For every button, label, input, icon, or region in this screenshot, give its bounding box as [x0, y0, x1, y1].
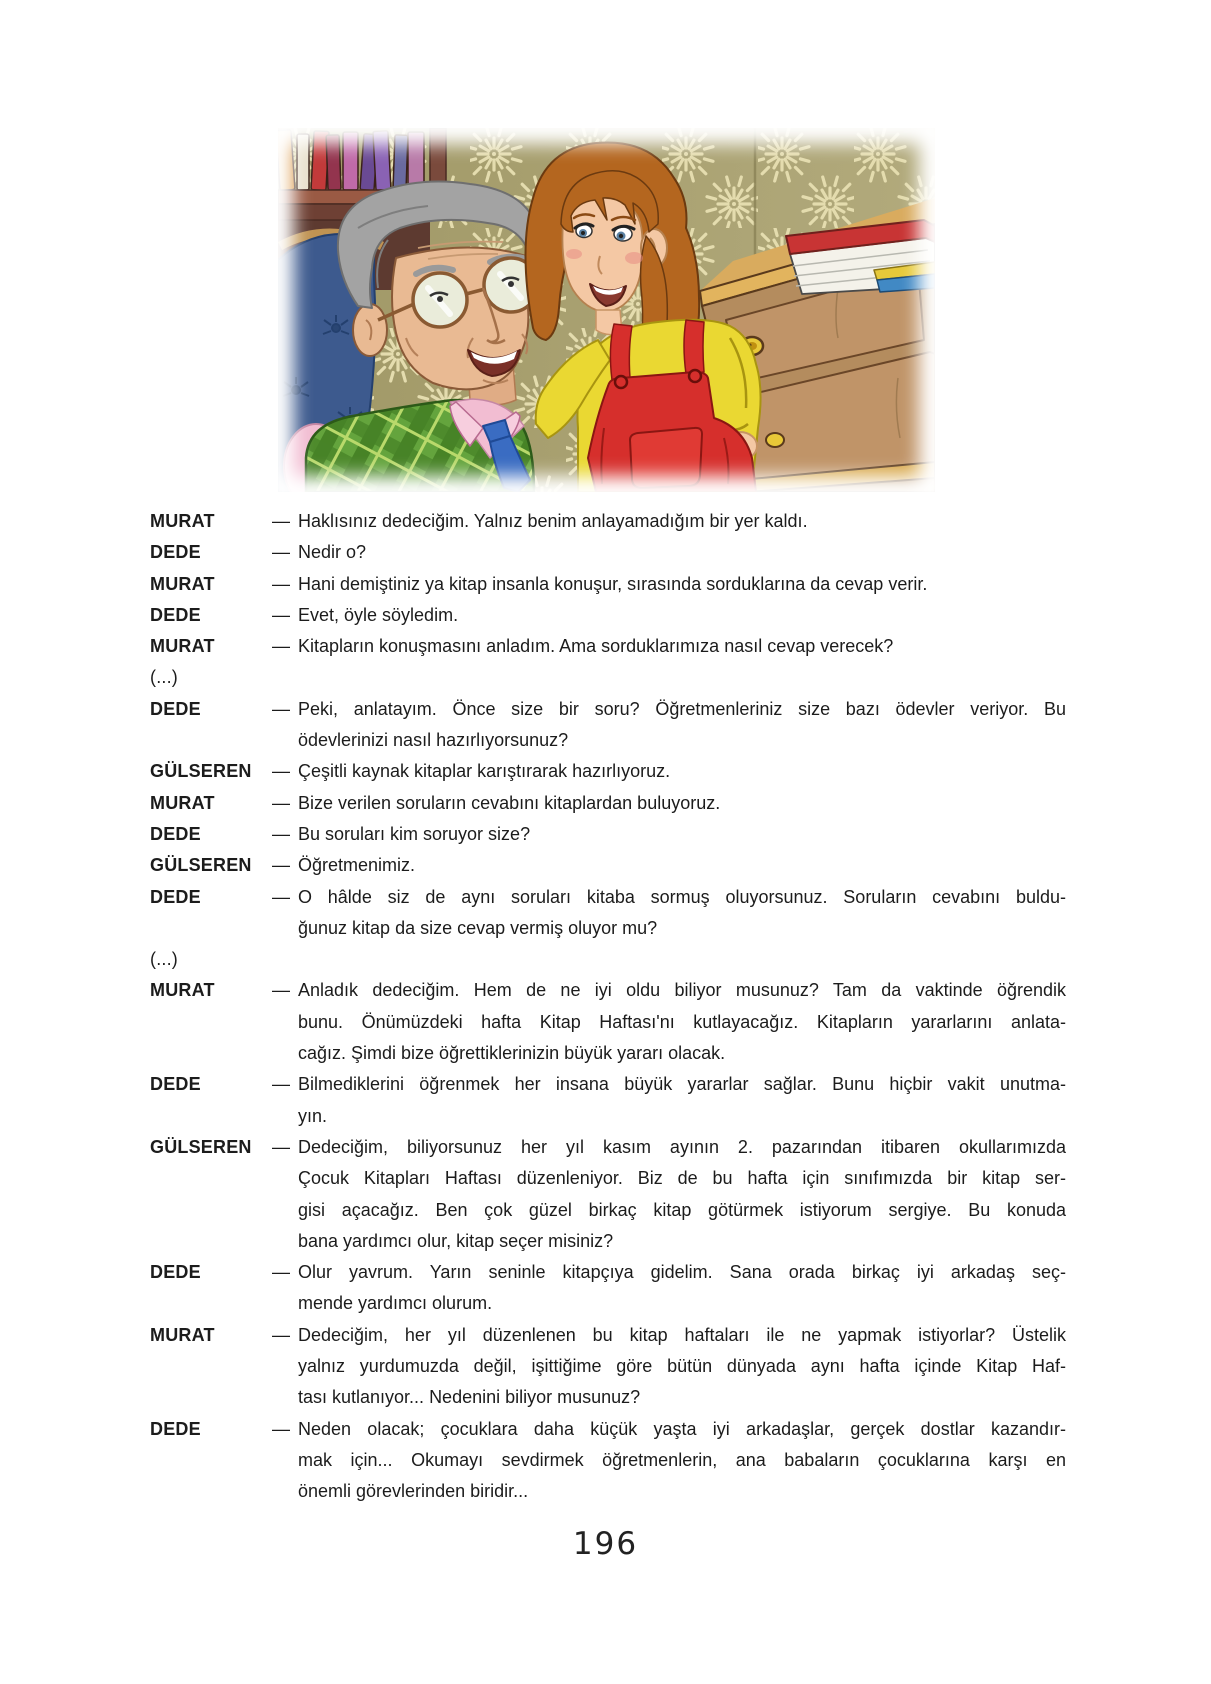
speaker-name: DEDE [150, 823, 201, 844]
dialogue-text [298, 756, 1066, 787]
dialogue-row [150, 882, 1066, 945]
dialogue-text [298, 1257, 1066, 1320]
drawer-knob-icon [766, 433, 784, 447]
speaker-name: DEDE [150, 1074, 201, 1095]
speaker-name: GÜLSEREN [150, 761, 252, 782]
dialogue-line: Neden olacak; çocuklara daha küçük yaşta iyi arkadaşlar, gerçek dostlar kazandır- [298, 1418, 1066, 1439]
illustration [278, 128, 935, 492]
dialogue-text [298, 1414, 1066, 1508]
dialogue-text [298, 944, 1066, 975]
dialogue-line: bana yardımcı olur, kitap seçer misiniz? [298, 1230, 614, 1251]
dialogue [150, 506, 1066, 1508]
speaker-name: MURAT [150, 511, 215, 531]
dialogue-row [150, 788, 1066, 819]
dialogue-text [298, 1132, 1066, 1257]
dialogue-dash: — [272, 542, 290, 563]
dialogue-dash [272, 944, 298, 975]
dialogue-text [298, 569, 1066, 600]
speaker-name: (...) [150, 949, 178, 970]
dialogue-text [298, 975, 1066, 1069]
dialogue-dash: — [272, 636, 290, 657]
dialogue-line: Anladık dedeciğim. Hem de ne iyi oldu biliyor musunuz? Tam da vaktinde öğrendik [298, 980, 1066, 1001]
dialogue-line: Nedir o? [298, 542, 367, 563]
dialogue-line: Evet, öyle söyledim. [298, 604, 459, 625]
dialogue-row [150, 1320, 1066, 1414]
dialogue-text [298, 1320, 1066, 1414]
dialogue-dash: — [272, 792, 290, 813]
speaker-name: DEDE [150, 698, 201, 719]
dialogue-dash: — [272, 1324, 290, 1345]
dialogue-row [150, 1069, 1066, 1132]
dialogue-line: Dedeciğim, her yıl düzenlenen bu kitap haftaları ile ne yapmak istiyorlar? Üstelik [298, 1324, 1066, 1345]
overalls-pocket [630, 428, 702, 488]
dialogue-text [298, 819, 1066, 850]
dialogue-row [150, 694, 1066, 757]
dialogue-line: Bu soruları kim soruyor size? [298, 823, 531, 844]
dialogue-line: ğunuz kitap da size cevap vermiş oluyor mu? [298, 917, 658, 938]
speaker-name: GÜLSEREN [150, 1136, 252, 1157]
speaker-name: DEDE [150, 1418, 201, 1439]
dialogue-line: cağız. Şimdi bize öğrettiklerinizin büyük yararı olacak. [298, 1043, 726, 1064]
dialogue-line: mak için... Okumayı sevdirmek öğretmenlerin, ana babaların çocuklarına karşı en [298, 1449, 1066, 1470]
dialogue-text [298, 537, 1066, 568]
dialogue-dash: — [272, 823, 290, 844]
dialogue-dash: — [272, 761, 290, 782]
dialogue-text [298, 850, 1066, 881]
dialogue-dash: — [272, 886, 290, 907]
dialogue-row [150, 944, 1066, 975]
dialogue-dash: — [272, 698, 290, 719]
speaker-name: MURAT [150, 573, 215, 594]
dialogue-line: ödevlerinizi nasıl hazırlıyorsunuz? [298, 730, 569, 751]
dialogue-line: Bilmediklerini öğrenmek her insana büyük yararlar sağlar. Bunu hiçbir vakit unutma- [298, 1074, 1066, 1095]
dialogue-row [150, 819, 1066, 850]
speaker-name: (...) [150, 667, 178, 688]
dialogue-text [298, 788, 1066, 819]
dialogue-row [150, 756, 1066, 787]
dialogue-text [298, 631, 1066, 662]
dialogue-text [298, 1069, 1066, 1132]
dialogue-line: yalnız yurdumuzda değil, işittiğime göre bütün dünyada aynı hafta içinde Kitap Haf- [298, 1356, 1066, 1377]
dialogue-text [298, 506, 1066, 537]
dialogue-line: Haklısınız dedeciğim. Yalnız benim anlayamadığım bir yer kaldı. [298, 511, 808, 531]
dialogue-dash: — [272, 1074, 290, 1095]
dialogue-text [298, 662, 1066, 693]
dialogue-row [150, 600, 1066, 631]
speaker-name: MURAT [150, 792, 215, 813]
speaker-name: GÜLSEREN [150, 855, 252, 876]
dialogue-row [150, 631, 1066, 662]
dialogue-dash: — [272, 1262, 290, 1283]
dialogue-row [150, 1414, 1066, 1508]
speaker-name: MURAT [150, 1324, 215, 1345]
speaker-name: MURAT [150, 636, 215, 657]
dialogue-row [150, 975, 1066, 1069]
dialogue-line: Peki, anlatayım. Önce size bir soru? Öğretmenleriniz size bazı ödevler veriyor. Bu [298, 698, 1066, 719]
dialogue-line: önemli görevlerinden biridir... [298, 1481, 529, 1502]
dialogue-row [150, 850, 1066, 881]
dialogue-line: Bize verilen soruların cevabını kitaplardan buluyoruz. [298, 792, 721, 813]
dialogue-dash: — [272, 855, 290, 876]
page-number: 196 [572, 1526, 639, 1562]
dialogue-dash: — [272, 511, 290, 531]
speaker-name: DEDE [150, 542, 201, 563]
dialogue-row [150, 506, 1066, 537]
speaker-name: DEDE [150, 886, 201, 907]
dialogue-row [150, 662, 1066, 693]
shelf-books [278, 130, 424, 191]
dialogue-dash: — [272, 1418, 290, 1439]
dialogue-text [298, 882, 1066, 945]
dialogue-row [150, 1257, 1066, 1320]
dialogue-line: bunu. Önümüzdeki hafta Kitap Haftası'nı kutlayacağız. Kitapların yararlarını anlata- [298, 1011, 1066, 1032]
dialogue-line: Dedeciğim, biliyorsunuz her yıl kasım ayının 2. pazarından itibaren okullarımızda [298, 1136, 1066, 1157]
dialogue-line: Kitapların konuşmasını anladım. Ama sorduklarımıza nasıl cevap verecek? [298, 636, 894, 657]
speaker-name: MURAT [150, 980, 215, 1001]
dialogue-line: Çocuk Kitapları Haftası düzenleniyor. Biz de bu hafta için sınıfımızda bir kitap ser- [298, 1168, 1066, 1189]
dialogue-row [150, 569, 1066, 600]
dialogue-line: Çeşitli kaynak kitaplar karıştırarak hazırlıyoruz. [298, 761, 671, 782]
dialogue-row [150, 1132, 1066, 1257]
ear [353, 304, 387, 356]
dialogue-line: tası kutlanıyor... Nedenini biliyor musunuz? [298, 1387, 641, 1408]
dialogue-text [298, 694, 1066, 757]
dialogue-line: O hâlde siz de aynı soruları kitaba sormuş oluyorsunuz. Soruların cevabını buldu- [298, 886, 1066, 907]
dialogue-line: Hani demiştiniz ya kitap insanla konuşur, sırasında sorduklarına da cevap verir. [298, 573, 928, 594]
dialogue-line: yın. [298, 1105, 328, 1126]
dialogue-dash [272, 662, 298, 693]
dialogue-dash: — [272, 1136, 290, 1157]
dialogue-row [150, 537, 1066, 568]
speaker-name: DEDE [150, 604, 201, 625]
dialogue-text [298, 600, 1066, 631]
dialogue-line: mende yardımcı olurum. [298, 1293, 493, 1314]
dialogue-line: gisi açacağız. Ben çok güzel birkaç kitap götürmek istiyorum sergiye. Bu konuda [298, 1199, 1066, 1220]
dialogue-dash: — [272, 573, 290, 594]
dialogue-dash: — [272, 604, 290, 625]
dialogue-dash: — [272, 980, 290, 1001]
speaker-name: DEDE [150, 1262, 201, 1283]
dialogue-line: Öğretmenimiz. [298, 855, 416, 876]
dialogue-line: Olur yavrum. Yarın seninle kitapçıya gidelim. Sana orada birkaç iyi arkadaş seç- [298, 1262, 1066, 1283]
